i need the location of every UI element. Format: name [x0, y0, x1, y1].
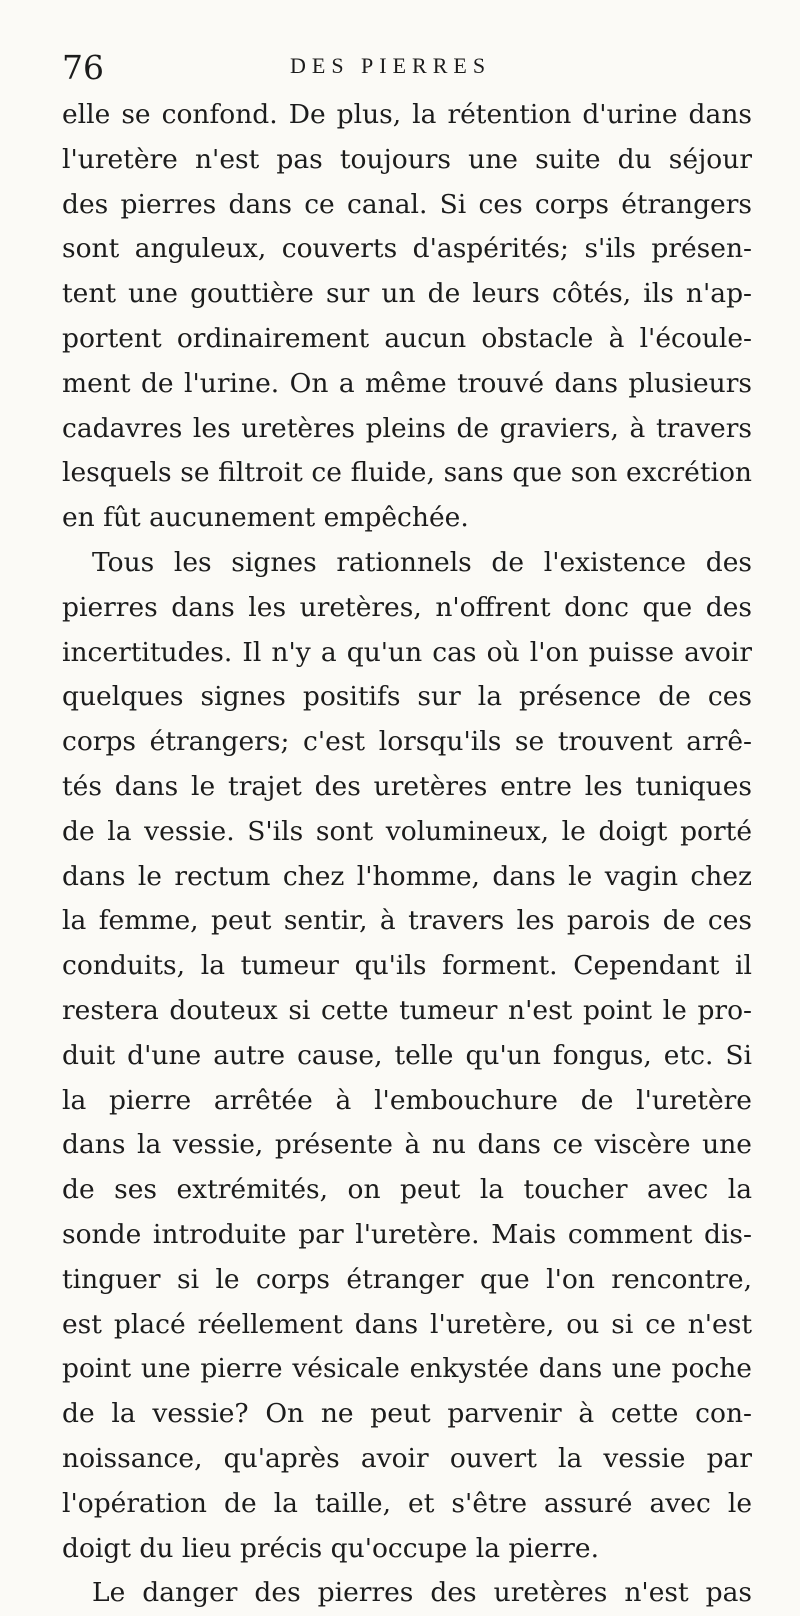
text-line: doigt du lieu précis qu'occupe la pierre.	[62, 1532, 600, 1564]
text-line: Le danger des pierres des uretères n'est pas	[92, 1577, 752, 1609]
text-line: point une pierre vésicale enkystée dans une poche	[62, 1353, 752, 1385]
text-line: l'uretère n'est pas toujours une suite du séjour	[62, 143, 752, 175]
text-line: conduits, la tumeur qu'ils forment. Cependant il	[62, 950, 752, 982]
text-line: dans le rectum chez l'homme, dans le vagin chez	[62, 860, 752, 892]
text-line: l'opération de la taille, et s'être assuré avec le	[62, 1487, 752, 1519]
text-line: de la vessie. S'ils sont volumineux, le doigt porté	[62, 815, 752, 847]
running-title: DES PIERRES	[290, 53, 492, 78]
text-line: incertitudes. Il n'y a qu'un cas où l'on puisse avoir	[62, 636, 752, 668]
page-number: 76	[62, 48, 104, 87]
text-line: duit d'une autre cause, telle qu'un fongus, etc. Si	[62, 1039, 752, 1071]
text-line: quelques signes positifs sur la présence de ces	[62, 681, 752, 713]
text-line: de ses extrémités, on peut la toucher avec la	[62, 1174, 752, 1206]
text-line: la pierre arrêtée à l'embouchure de l'uretère	[62, 1084, 752, 1116]
text-line: restera douteux si cette tumeur n'est point le pro-	[62, 994, 752, 1026]
text-line: ment de l'urine. On a même trouvé dans plusieurs	[62, 367, 752, 399]
text-line: Tous les signes rationnels de l'existence des	[92, 546, 752, 578]
page-header	[62, 48, 752, 98]
text-line: tent une gouttière sur un de leurs côtés, ils n'ap-	[62, 278, 752, 310]
text-line: tinguer si le corps étranger que l'on rencontre,	[62, 1263, 752, 1295]
text-line: corps étrangers; c'est lorsqu'ils se trouvent arrê-	[62, 726, 752, 758]
text-line: des pierres dans ce canal. Si ces corps étrangers	[62, 188, 752, 220]
text-line: de la vessie? On ne peut parvenir à cette con-	[62, 1398, 752, 1430]
text-line: est placé réellement dans l'uretère, ou si ce n'est	[62, 1308, 752, 1340]
text-line: tés dans le trajet des uretères entre les tuniques	[62, 770, 752, 802]
text-line: sont anguleux, couverts d'aspérités; s'ils présen-	[62, 233, 752, 265]
text-line: en fût aucunement empêchée.	[62, 502, 469, 534]
text-line: elle se confond. De plus, la rétention d'urine dans	[62, 99, 752, 130]
text-line: la femme, peut sentir, à travers les parois de ces	[62, 905, 752, 937]
text-line: lesquels se filtroit ce fluide, sans que son excrétion	[62, 457, 752, 489]
text-line: pierres dans les uretères, n'offrent donc que des	[62, 591, 752, 623]
body-text	[62, 93, 752, 1616]
text-line: portent ordinairement aucun obstacle à l'écoule-	[62, 322, 752, 354]
text-line: cadavres les uretères pleins de graviers, à travers	[62, 412, 752, 444]
text-line: noissance, qu'après avoir ouvert la vessie par	[62, 1442, 752, 1474]
text-line: sonde introduite par l'uretère. Mais comment dis-	[62, 1218, 752, 1250]
text-line: dans la vessie, présente à nu dans ce viscère une	[62, 1129, 752, 1161]
